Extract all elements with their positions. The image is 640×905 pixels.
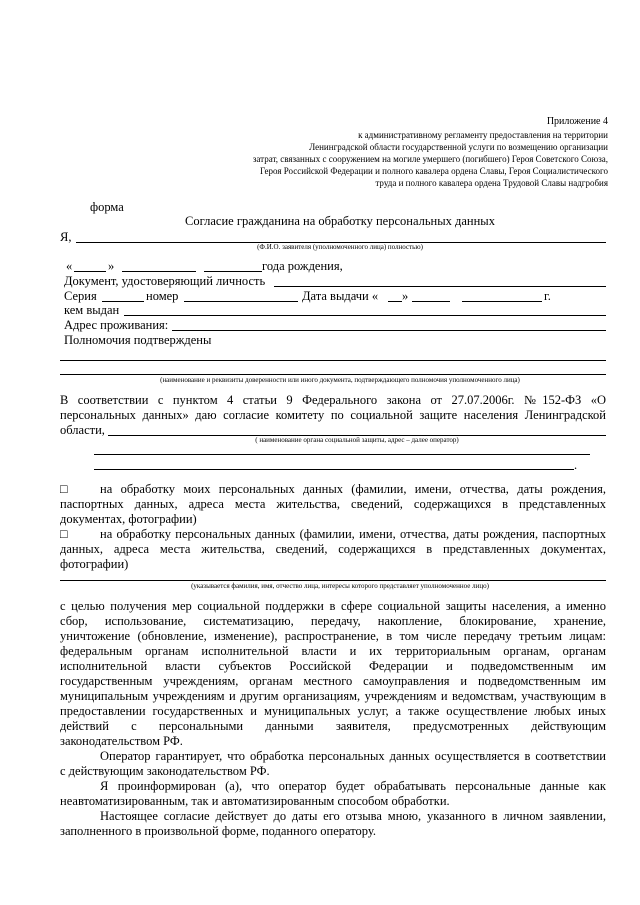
operator-line-2[interactable] [94, 454, 590, 455]
issued-by-label: кем выдан [64, 303, 120, 317]
consent-intro-line-2: персональных данных» даю согласие комитету по социальной защите населения Ленинградской [60, 408, 606, 422]
purpose-line-5: исполнительной власти субъектов Российской Федерации и подведомственным им [60, 659, 606, 673]
option-2-line-1: на обработку персональных данных (фамилии, имени, отчества, даты рождения, паспортных [100, 527, 606, 541]
birth-date-open: « [66, 259, 73, 273]
issue-date-close: » [402, 289, 409, 303]
issue-day-line[interactable] [388, 301, 402, 302]
appendix-line-5: труда и полного кавалера ордена Трудовой Славы надгробия [375, 178, 608, 188]
consent-intro-last: области, [60, 423, 105, 437]
powers-line-2[interactable] [60, 374, 606, 375]
informed-last: неавтоматизированным, так и автоматизированным способом обработки. [60, 794, 450, 808]
appendix-number: Приложение 4 [546, 116, 608, 127]
seria-line[interactable] [102, 301, 144, 302]
powers-label: Полномочия подтверждены [64, 333, 212, 347]
document-title: Согласие гражданина на обработку персональных данных [185, 214, 495, 228]
fio-hint: (Ф.И.О. заявителя (уполномоченного лица) полностью) [257, 243, 423, 251]
birth-month-line[interactable] [122, 271, 196, 272]
appendix-line-1: к административному регламенту предоставления на территории [358, 130, 608, 140]
nomer-line[interactable] [184, 301, 298, 302]
informed-line-1: Я проинформирован (а), что оператор будет обрабатывать персональные данные как [100, 779, 606, 793]
year-suffix: г. [544, 289, 551, 303]
option-2-checkbox[interactable]: □ [60, 527, 68, 541]
document-label: Документ, удостоверяющий личность [64, 274, 266, 288]
consent-intro-line-1: В соответствии с пунктом 4 статьи 9 Федерального закона от 27.07.2006г. №152-ФЗ «О [60, 393, 606, 407]
address-label: Адрес проживания: [64, 318, 169, 332]
purpose-line-4: федеральным органам исполнительной власти и их территориальным органам, органам [60, 644, 606, 658]
issue-month-line[interactable] [412, 301, 450, 302]
birth-year-line[interactable] [204, 271, 262, 272]
appendix-line-4: Героя Российской Федерации и полного кавалера ордена Славы, Героя Социалистического [260, 166, 608, 176]
option-2-last: фотографии) [60, 557, 129, 571]
person-line[interactable] [60, 580, 606, 581]
birth-day-line[interactable] [74, 271, 106, 272]
document-line[interactable] [274, 286, 606, 287]
guarantee-last: с действующим законодательством РФ. [60, 764, 270, 778]
issue-year-line[interactable] [462, 301, 542, 302]
option-1-last: документах, фотографии) [60, 512, 197, 526]
option-2-line-2: данных, адреса места жительства, сведений, содержащихся в представленных документах, [60, 542, 606, 556]
purpose-line-1: с целью получения мер социальной поддержки в сфере социальной защиты населения, а именно [60, 599, 606, 613]
purpose-line-2: сбор, использование, систематизацию, передачу, накопление, блокирование, хранение, [60, 614, 606, 628]
purpose-last: законодательством РФ. [60, 734, 183, 748]
ya-label: Я, [60, 230, 72, 244]
address-line[interactable] [172, 330, 606, 331]
form-label: форма [90, 200, 124, 214]
nomer-label: номер [146, 289, 179, 303]
birth-date-close: » [108, 259, 115, 273]
appendix-line-2: Ленинградской области государственной услуги по возмещению организации [309, 142, 608, 152]
powers-hint: (наименование и реквизиты доверенности или иного документа, подтверждающего полномочия уполномоченного лица) [160, 376, 520, 384]
appendix-line-3: затрат, связанных с сооружением на могиле умершего (погибшего) Героя Советского Союза, [252, 154, 608, 164]
purpose-line-6: государственным учреждениям, органам местного самоуправления и подведомственным им [60, 674, 606, 688]
operator-line-3[interactable] [94, 469, 574, 470]
operator-trail: . [574, 458, 578, 472]
seria-label: Серия [64, 289, 97, 303]
guarantee-line-1: Оператор гарантирует, что обработка персональных данных осуществляется в соответствии [100, 749, 606, 763]
validity-last: заполненного в произвольной форме, поданного оператору. [60, 824, 376, 838]
purpose-line-9: действий с персональными данными заявителя, предусмотренных действующим [60, 719, 606, 733]
operator-hint: ( наименование органа социальной защиты, адрес – далее оператор) [255, 436, 459, 444]
option-1-checkbox[interactable]: □ [60, 482, 68, 496]
purpose-line-8: предоставлении государственных и муниципальных услуг, а также осуществление любых иных [60, 704, 606, 718]
birth-label: года рождения, [262, 259, 343, 273]
purpose-line-7: муниципальным учреждениям и другим организациям, учреждениям и ведомствам, участвующим в [60, 689, 606, 703]
issued-by-line[interactable] [124, 315, 606, 316]
option-1-line-1: на обработку моих персональных данных (фамилии, имени, отчества, даты рождения, [100, 482, 606, 496]
issue-date-label: Дата выдачи « [302, 289, 379, 303]
validity-line-1: Настоящее согласие действует до даты его отзыва мною, указанного в личном заявлении, [100, 809, 606, 823]
person-hint: (указывается фамилия, имя, отчество лица, интересы которого представляет уполномоченное лицо) [191, 582, 489, 590]
powers-line-1[interactable] [60, 360, 606, 361]
purpose-line-3: уничтожение (обновление, изменение), распространение, в том числе передачу третьим лицам: [60, 629, 606, 643]
option-1-line-2: паспортных данных, адреса места жительства, сведений, содержащихся в представленных [60, 497, 606, 511]
